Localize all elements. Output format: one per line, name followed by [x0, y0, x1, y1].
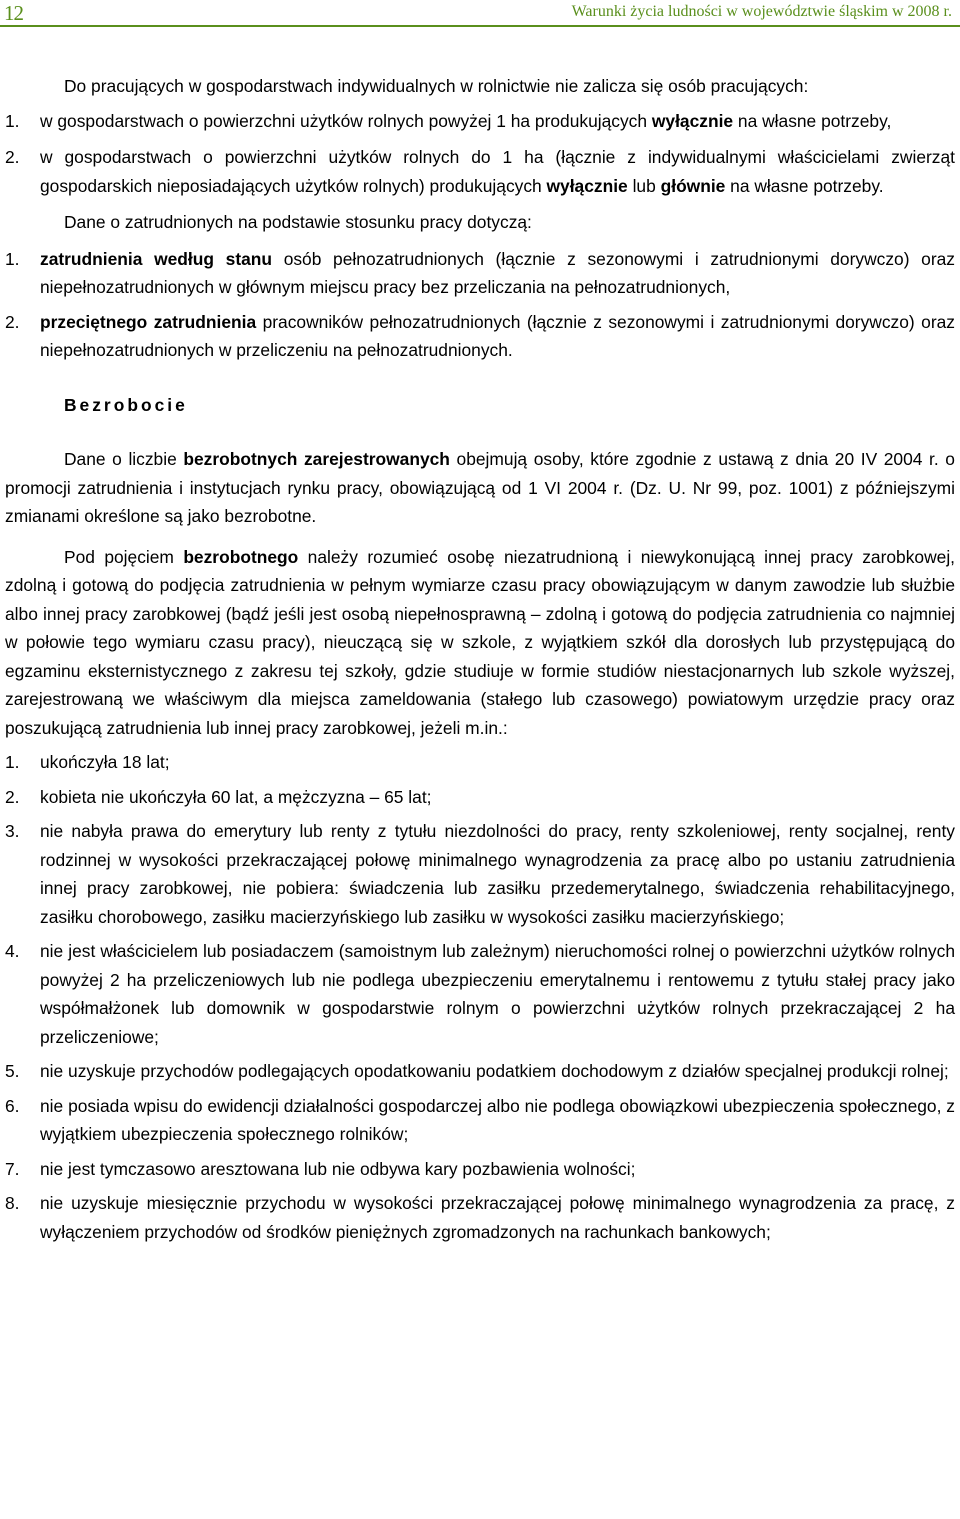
text-part: pracowników pełnozatrudnionych (łącznie z sezonowymi i zatrudnionymi dorywczo) oraz niepełnozatrudnionych w przeliczeniu na pełnozatrudnionych.: [40, 311, 955, 360]
list-text: nie nabyła prawa do emerytury lub renty z tytułu niezdolności do pracy, renty szkoleniowej, renty socjalnej, renty rodzinnej w wysokości przekraczającej połowę minimalnego wynagrodzenia za pracę albo po ustaniu zatrudnienia innej pracy zarobkowej, nie pobiera: świadczenia lub zasiłku przedemerytalnego, świadczenia rehabilitacyjnego, zasiłku chorobowego, zasiłku macierzyńskiego lub zasiłku w wysokości zasiłku macierzyńskiego;: [40, 821, 955, 927]
text-part: na własne potrzeby,: [733, 110, 892, 131]
list-text: nie posiada wpisu do ewidencji działalności gospodarczej albo nie podlega obowiązkowi ubezpieczenia społecznego, z wyjątkiem ubezpieczenia społecznego rolników;: [40, 1095, 955, 1144]
list-text: nie uzyskuje miesięcznie przychodu w wysokości przekraczającej połowę minimalnego wynagrodzenia za pracę, z wyłączeniem przychodów od środków pieniężnych zgromadzonych na rachunkach bankowych;: [40, 1193, 955, 1242]
condition-item-4: [5, 937, 955, 1051]
definition-paragraph: [5, 543, 955, 743]
list-text: nie uzyskuje przychodów podlegających opodatkowaniu podatkiem dochodowym z działów specjalnej produkcji rolnej;: [40, 1061, 949, 1081]
excluded-item-2: [5, 143, 955, 200]
list-number: 1.: [5, 752, 20, 772]
list-text: kobieta nie ukończyła 60 lat, a mężczyzna – 65 lat;: [40, 786, 432, 807]
employment-intro: Dane o zatrudnionych na podstawie stosunku pracy dotyczą:: [64, 212, 532, 232]
list-number: 7.: [5, 1158, 20, 1179]
list-number: 1.: [5, 110, 20, 131]
text-part: na własne potrzeby.: [725, 175, 884, 196]
condition-item-7: [5, 1155, 955, 1184]
unemployment-paragraph: [5, 445, 955, 531]
list-number: 5.: [5, 1061, 20, 1081]
list-number: 1.: [5, 248, 20, 269]
list-text: nie jest właścicielem lub posiadaczem (samoistnym lub zależnym) nieruchomości rolnej o powierzchni użytków rolnych powyżej 2 ha przeliczeniowych lub nie podlega ubezpieczeniu emerytalnemu i rentowemu z tytułu stałej pracy jako współmałżonek lub domownik w gospodarstwie rolnym o powierzchni użytków rolnych przekraczającej 2 ha przeliczeniowe;: [40, 941, 955, 1047]
list-text: nie jest tymczasowo aresztowana lub nie odbywa kary pozbawienia wolności;: [40, 1158, 636, 1179]
list-number: 3.: [5, 821, 20, 841]
list-text: [40, 245, 955, 302]
running-title: Warunki życia ludności w województwie śląskim w 2008 r.: [571, 3, 952, 20]
intro-paragraph: Do pracujących w gospodarstwach indywidualnych w rolnictwie nie zalicza się osób pracujących:: [64, 76, 809, 96]
text-part: osób pełnozatrudnionych (łącznie z sezonowymi i zatrudnionymi dorywczo) oraz niepełnozatrudnionych w głównym miejscu pracy bez przeliczania na pełnozatrudnionych,: [40, 248, 955, 297]
text-part: obejmują osoby, które zgodnie z ustawą z dnia 20 IV 2004 r. o promocji zatrudnienia i instytucjach rynku pracy, obowiązującą od 1 VI 2004 r. (Dz. U. Nr 99, poz. 1001) z późniejszymi zmianami określone są jako bezrobotne.: [5, 449, 955, 526]
page-number: 12: [4, 1, 23, 25]
list-number: 6.: [5, 1095, 20, 1116]
list-number: 8.: [5, 1193, 20, 1213]
text-part: należy rozumieć osobę niezatrudnioną i niewykonującą innej pracy zarobkowej, zdolną i gotową do podjęcia zatrudnienia w pełnym wymiarze czasu pracy obowiązującym w danym zawodzie lub służbie albo innej pracy zarobkowej (bądź jeśli jest osobą niepełnosprawną – zdolną i gotową do podjęcia zatrudnienia co najmniej w połowie tego wymiaru czasu pracy), nieuczącą się w szkole, z wyjątkiem szkół dla dorosłych lub przystępującą do egzaminu eksternistycznego z zakresu tej szkoły, gdzie studiuje w formie studiów niestacjonarnych lub szkole wyższej, zarejestrowaną we właściwym dla miejsca zameldowania (stałego lub czasowego) powiatowym urzędzie pracy oraz poszukującą zatrudnienia lub innej pracy zarobkowej, jeżeli m.in.:: [5, 546, 956, 738]
list-text: [40, 143, 955, 200]
bold-term: zatrudnienia według stanu: [40, 248, 273, 269]
bold-term: bezrobotnego: [183, 546, 299, 567]
condition-item-2: [5, 783, 955, 812]
list-number: 2.: [5, 786, 20, 807]
conditions-list: [5, 748, 955, 1246]
employment-item-2: [5, 308, 955, 365]
employment-item-1: [5, 245, 955, 302]
bold-term: wyłącznie: [546, 175, 628, 196]
condition-item-3: [5, 817, 955, 931]
text-part: w gospodarstwach o powierzchni użytków rolnych powyżej 1 ha produkujących: [40, 110, 652, 131]
condition-item-5: [5, 1057, 955, 1086]
text-part: Dane o liczbie: [64, 449, 184, 469]
list-text: [40, 107, 955, 136]
bold-term: głównie: [660, 175, 726, 196]
bold-term: bezrobotnych zarejestrowanych: [183, 449, 450, 469]
section-title: Bezrobocie: [64, 394, 188, 415]
condition-item-1: [5, 748, 955, 777]
text-part: Pod pojęciem: [64, 546, 184, 567]
header-rule: [0, 25, 960, 27]
list-text: [40, 308, 955, 365]
bold-term: wyłącznie: [651, 110, 734, 131]
list-number: 4.: [5, 941, 20, 961]
document-body: [5, 72, 955, 1246]
page-header: [0, 0, 960, 24]
excluded-item-1: [5, 107, 955, 136]
bold-term: przeciętnego zatrudnienia: [40, 311, 257, 332]
text-part: w gospodarstwach o powierzchni użytków rolnych do 1 ha (łącznie z indywidualnymi właścicielami zwierząt gospodarskich nieposiadających użytków rolnych) produkujących: [40, 147, 955, 196]
text-part: lub: [627, 175, 661, 196]
list-number: 2.: [5, 147, 20, 167]
condition-item-6: [5, 1092, 955, 1149]
list-number: 2.: [5, 311, 20, 332]
condition-item-8: [5, 1189, 955, 1246]
list-text: ukończyła 18 lat;: [40, 752, 170, 772]
